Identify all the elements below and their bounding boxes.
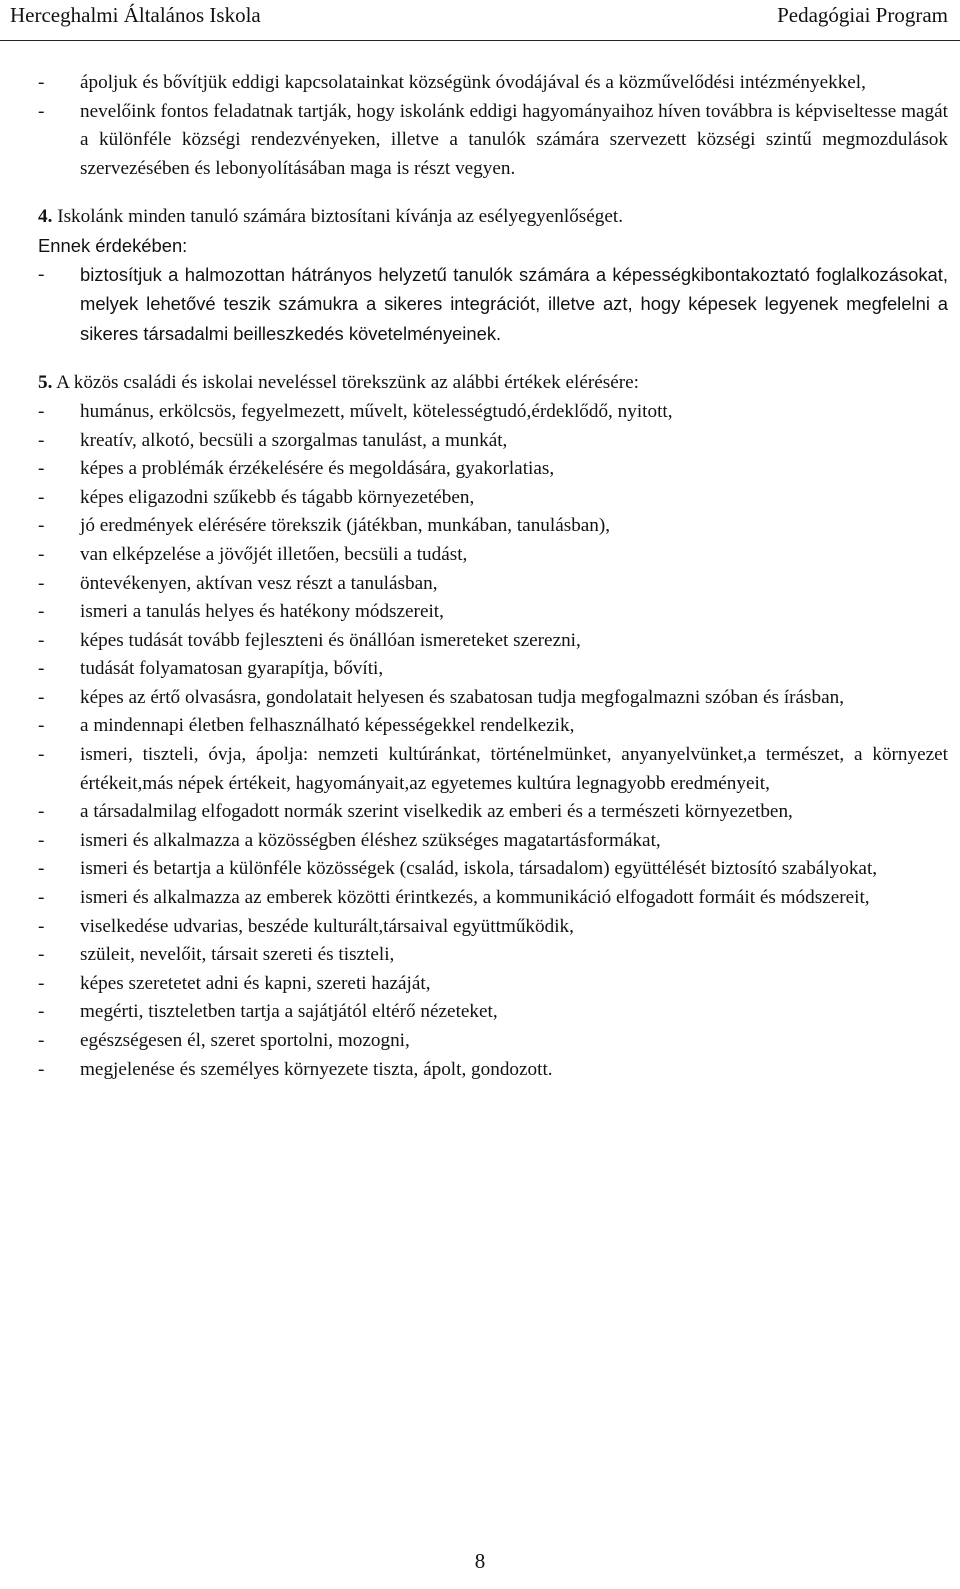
list-item xyxy=(38,484,948,513)
section-title: Iskolánk minden tanuló számára biztosítani kívánja az esélyegyenlőséget. xyxy=(57,206,624,228)
list-dash: - xyxy=(38,944,45,966)
list-dash: - xyxy=(38,686,45,708)
list-item xyxy=(38,913,948,942)
list-item xyxy=(38,684,948,713)
list-item-text: egészségesen él, szeret sportolni, mozogni, xyxy=(80,1030,410,1051)
list-dash: - xyxy=(38,400,45,422)
list-item xyxy=(38,970,948,999)
list-item-text: ismeri és alkalmazza az emberek közötti érintkezés, a kommunikáció elfogadott formáit és módszereit, xyxy=(80,887,870,909)
list-item-text: nevelőink fontos feladatnak tartják, hogy iskolánk eddigi hagyományaihoz híven továbbra is képviseltesse magát a különféle községi rendezvényeken, illetve a tanulók számára szervezett községi szintű megmozdulások szervezésében és lebonyolításában maga is részt vegyen. xyxy=(80,100,949,179)
list-item-text: megérti, tiszteletben tartja a sajátjától eltérő nézeteket, xyxy=(80,1001,498,1023)
list-dash: - xyxy=(38,801,45,823)
list-item-text: a társadalmilag elfogadott normák szerint viselkedik az emberi és a természeti környezetben, xyxy=(80,801,793,823)
list-item xyxy=(38,655,948,684)
list-item-text: ismeri és betartja a különféle közösségek (család, iskola, társadalom) együttélését biztosító szabályokat, xyxy=(80,858,878,880)
list-dash: - xyxy=(38,915,45,937)
list-item-text: képes tudását tovább fejleszteni és önállóan ismereteket szerezni, xyxy=(80,629,581,651)
list-item-text: képes szeretetet adni és kapni, szereti hazáját, xyxy=(80,972,431,994)
list-item xyxy=(38,512,948,541)
list-item xyxy=(38,398,948,427)
list-item xyxy=(38,598,948,627)
list-item xyxy=(38,1056,948,1085)
list-dash: - xyxy=(38,263,45,285)
list-dash: - xyxy=(38,629,45,651)
list-dash: - xyxy=(38,458,45,480)
list-dash: - xyxy=(38,429,45,451)
list-dash: - xyxy=(38,572,45,594)
page-header xyxy=(0,0,960,41)
list-item-text: viselkedése udvarias, beszéde kulturált,társaival együttműködik, xyxy=(80,915,574,937)
list-item-text: ápoljuk és bővítjük eddigi kapcsolatainkat községünk óvodájával és a közművelődési intézményekkel, xyxy=(80,72,866,93)
list-item xyxy=(38,998,948,1027)
list-item xyxy=(38,798,948,827)
list-item xyxy=(38,741,948,798)
section-4-intro: Ennek érdekében: xyxy=(38,234,188,256)
list-dash: - xyxy=(38,486,45,508)
list-item-text: képes az értő olvasásra, gondolatait helyesen és szabatosan tudja megfogalmazni szóban és írásban, xyxy=(80,686,845,708)
list-dash: - xyxy=(38,100,45,122)
list-dash: - xyxy=(38,1030,45,1051)
list-item-text: tudását folyamatosan gyarapítja, bővíti, xyxy=(80,658,384,680)
list-item xyxy=(38,712,948,741)
list-item-text: öntevékenyen, aktívan vesz részt a tanulásban, xyxy=(80,572,438,594)
list-item-text: megjelenése és személyes környezete tiszta, ápolt, gondozott. xyxy=(80,1058,553,1080)
list-dash: - xyxy=(38,601,45,623)
section-number: 5. xyxy=(38,372,53,394)
list-dash: - xyxy=(38,887,45,909)
list-dash: - xyxy=(38,715,45,737)
list-item-text: van elképzelése a jövőjét illetően, becsüli a tudást, xyxy=(80,543,468,565)
page-body xyxy=(38,69,948,1084)
page-number: 8 xyxy=(474,1549,486,1573)
list-item xyxy=(38,98,948,184)
section-title: A közös családi és iskolai neveléssel törekszünk az alábbi értékek elérésére: xyxy=(56,372,639,394)
list-item-text: humánus, erkölcsös, fegyelmezett, művelt, kötelességtudó,érdeklődő, nyitott, xyxy=(80,400,673,422)
list-item xyxy=(38,627,948,656)
list-item-text: képes eligazodni szűkebb és tágabb környezetében, xyxy=(80,486,475,508)
list-item xyxy=(38,541,948,570)
list-item xyxy=(38,855,948,884)
list-dash: - xyxy=(38,515,45,537)
list-item-text: a mindennapi életben felhasználható képességekkel rendelkezik, xyxy=(80,715,575,737)
list-dash: - xyxy=(38,744,45,766)
list-item-text: jó eredmények elérésére törekszik (játékban, munkában, tanulásban), xyxy=(80,515,611,537)
list-item xyxy=(38,941,948,970)
header-school-name: Herceghalmi Általános Iskola xyxy=(10,3,261,27)
list-dash: - xyxy=(38,1058,45,1080)
list-item xyxy=(38,884,948,913)
list-item-text: biztosítjuk a halmozottan hátrányos helyzetű tanulók számára a képességkibontakoztató foglalkozásokat, melyek lehetővé teszik számukra a sikeres integrációt, illetve azt, hogy képesek legyenek megfelelni a sikeres társadalmi beilleszkedés követelményeinek. xyxy=(80,263,948,344)
list-item-text: ismeri, tiszteli, óvja, ápolja: nemzeti kultúránkat, történelmünket, anyanyelvünket,a természet, a környezet értékeit,más népek értékeit, hagyományait,az egyetemes kultúra legnagyobb eredményeit, xyxy=(80,744,948,794)
list-item xyxy=(38,261,948,350)
list-item-text: kreatív, alkotó, becsüli a szorgalmas tanulást, a munkát, xyxy=(80,429,508,451)
list-dash: - xyxy=(38,72,45,93)
list-dash: - xyxy=(38,543,45,565)
list-item-text: képes a problémák érzékelésére és megoldására, gyakorlatias, xyxy=(80,458,555,480)
list-item xyxy=(38,1027,948,1056)
list-item-text: ismeri a tanulás helyes és hatékony módszereit, xyxy=(80,601,444,623)
list-item xyxy=(38,570,948,599)
section-4-heading xyxy=(38,203,948,232)
list-dash: - xyxy=(38,1001,45,1023)
list-dash: - xyxy=(38,972,45,994)
list-item xyxy=(38,427,948,456)
list-item xyxy=(38,69,948,98)
list-dash: - xyxy=(38,829,45,851)
list-item-text: ismeri és alkalmazza a közösségben éléshez szükséges magatartásformákat, xyxy=(80,829,661,851)
section-number: 4. xyxy=(38,206,53,228)
section-5-heading xyxy=(38,369,948,398)
list-item-text: szüleit, nevelőit, társait szereti és tiszteli, xyxy=(80,944,395,966)
header-document-title: Pedagógiai Program xyxy=(777,3,948,27)
list-item xyxy=(38,455,948,484)
list-dash: - xyxy=(38,858,45,880)
list-item xyxy=(38,827,948,856)
list-dash: - xyxy=(38,658,45,680)
section-5-list xyxy=(38,398,948,1084)
